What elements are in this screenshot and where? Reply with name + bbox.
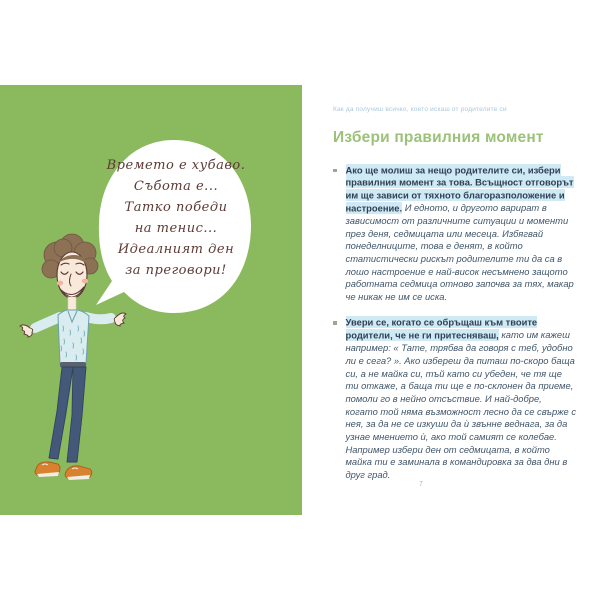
bubble-line: за преговори! bbox=[125, 263, 227, 278]
italic-body-text: И едното, и другото варират в зависимост от различните ситуации и моменти през деня, седмицата или месеца. Избягвай понеделниците, това е денят, в който статистически рискът родителите ти да са в лошо настроение е най-висок несъмнено защото работната седмица отново започва за тях, макар че никак не им се иска. bbox=[345, 202, 574, 303]
bullet-text-1 bbox=[346, 164, 577, 304]
italic-body-text: като им кажеш например: « Тате, трябва да говоря с теб, удобно ли е сега? ». Ако избереш да питаш по-скоро баща си, а не майка си, тъй като си убеден, че тя ще ти откаже, а баща ти ще е по-склонен да приеме, помоли го в нейно отсъствие. И най-добре, когато той няма възможност лесно да се свърже с нея, за да не се изкуши да ѝ звънне веднага, за да узнае мнението ѝ, ако той самият се колебае. Например избери ден от седмицата, в който майка ти е заминала в командировка за два дни в друг град. bbox=[345, 329, 577, 481]
bubble-line: Идеалният ден bbox=[117, 242, 235, 257]
boy-shoes bbox=[35, 462, 92, 480]
bullet-item-2 bbox=[333, 317, 577, 482]
bubble-line: Татко победи bbox=[124, 200, 228, 215]
bubble-line: Времето е хубаво. bbox=[106, 158, 246, 173]
highlighted-bold-text: Ако ще молиш за нещо родителите си, избери правилния момент за това. Всъщност отговорът им ще зависи от тяхното благоразположение и настроение. bbox=[345, 164, 574, 214]
bullet-text-2 bbox=[346, 317, 577, 482]
right-page bbox=[333, 106, 577, 495]
bullet-marker-icon bbox=[333, 321, 337, 325]
page-number: 7 bbox=[419, 481, 423, 488]
bullet-item-1 bbox=[333, 164, 577, 304]
running-head: Как да получиш всичко, което искаш от родителите си bbox=[333, 106, 507, 113]
cartoon-boy-illustration bbox=[16, 231, 134, 487]
page-title: Избери правилния момент bbox=[333, 129, 544, 146]
highlighted-bold-text: Увери се, когато се обръщаш към твоите родители, че не ги притесняваш, bbox=[345, 316, 538, 341]
bubble-line: на тенис... bbox=[134, 221, 218, 236]
bubble-line: Събота е... bbox=[133, 179, 219, 194]
bullet-marker-icon bbox=[333, 169, 337, 173]
left-page-green bbox=[0, 85, 302, 515]
bullet-list bbox=[333, 164, 577, 482]
boy-jeans bbox=[49, 367, 86, 462]
